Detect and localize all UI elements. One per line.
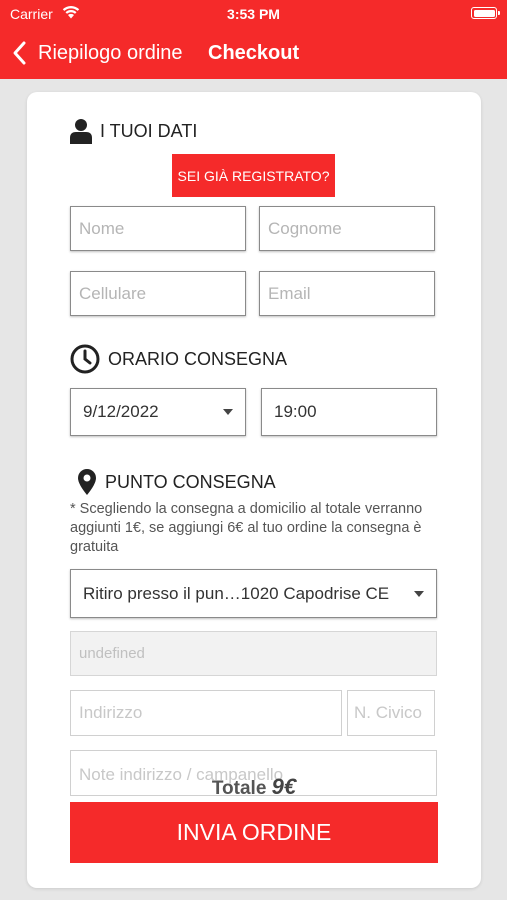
cognome-placeholder: Cognome bbox=[268, 218, 342, 238]
header bbox=[0, 0, 507, 79]
section-title-dati bbox=[70, 118, 197, 144]
register-button[interactable]: SEI GIÀ REGISTRATO? bbox=[172, 154, 335, 197]
checkout-card bbox=[27, 92, 481, 888]
disabled-field-value: undefined bbox=[79, 645, 145, 662]
section-title-orario-label: ORARIO CONSEGNA bbox=[108, 348, 288, 369]
total-amount: 9€ bbox=[271, 774, 297, 799]
back-chevron-icon bbox=[12, 41, 28, 65]
note-placeholder: Note indirizzo / campanello bbox=[79, 765, 284, 784]
time-value: 19:00 bbox=[274, 402, 317, 421]
dropdown-caret-icon bbox=[414, 591, 424, 597]
cognome-input[interactable] bbox=[259, 206, 435, 251]
nav-bar bbox=[0, 30, 507, 76]
email-placeholder: Email bbox=[268, 283, 311, 303]
clock-icon bbox=[70, 344, 100, 374]
cellulare-placeholder: Cellulare bbox=[79, 283, 147, 303]
back-label: Riepilogo ordine bbox=[38, 41, 183, 64]
delivery-note: * Scegliendo la consegna a domicilio al totale verranno aggiunti 1€, se aggiungi 6€ al tuo ordine la consegna è gratuita bbox=[70, 501, 423, 555]
total-label: Totale bbox=[211, 778, 267, 799]
location-pin-icon bbox=[77, 468, 97, 496]
section-title-punto-label: PUNTO CONSEGNA bbox=[105, 471, 276, 492]
civico-placeholder: N. Civico bbox=[354, 703, 423, 722]
delivery-point-select[interactable] bbox=[70, 569, 437, 618]
dropdown-caret-icon bbox=[223, 409, 233, 415]
civico-input[interactable] bbox=[347, 690, 435, 736]
time-input[interactable] bbox=[261, 388, 437, 436]
cellulare-input[interactable] bbox=[70, 271, 246, 316]
status-bar bbox=[0, 0, 507, 28]
disabled-field bbox=[70, 631, 437, 676]
delivery-point-value: Ritiro presso il pun…1020 Capodrise CE bbox=[83, 583, 390, 603]
date-value: 9/12/2022 bbox=[83, 402, 159, 421]
battery-icon bbox=[471, 7, 497, 19]
submit-order-button[interactable]: INVIA ORDINE bbox=[70, 802, 438, 863]
back-button[interactable] bbox=[12, 38, 183, 68]
order-total bbox=[27, 774, 481, 800]
indirizzo-placeholder: Indirizzo bbox=[79, 703, 143, 722]
section-title-punto bbox=[77, 468, 276, 496]
section-title-orario bbox=[70, 344, 287, 374]
email-input[interactable] bbox=[259, 271, 435, 316]
indirizzo-input[interactable] bbox=[70, 690, 342, 736]
carrier-label: Carrier bbox=[10, 6, 53, 22]
nome-placeholder: Nome bbox=[79, 218, 125, 238]
section-title-dati-label: I TUOI DATI bbox=[100, 120, 198, 141]
status-time: 3:53 PM bbox=[227, 6, 280, 22]
nome-input[interactable] bbox=[70, 206, 246, 251]
user-icon bbox=[70, 118, 92, 144]
date-select[interactable] bbox=[70, 388, 246, 436]
checkout-form[interactable] bbox=[27, 92, 481, 784]
page-title: Checkout bbox=[208, 42, 300, 64]
